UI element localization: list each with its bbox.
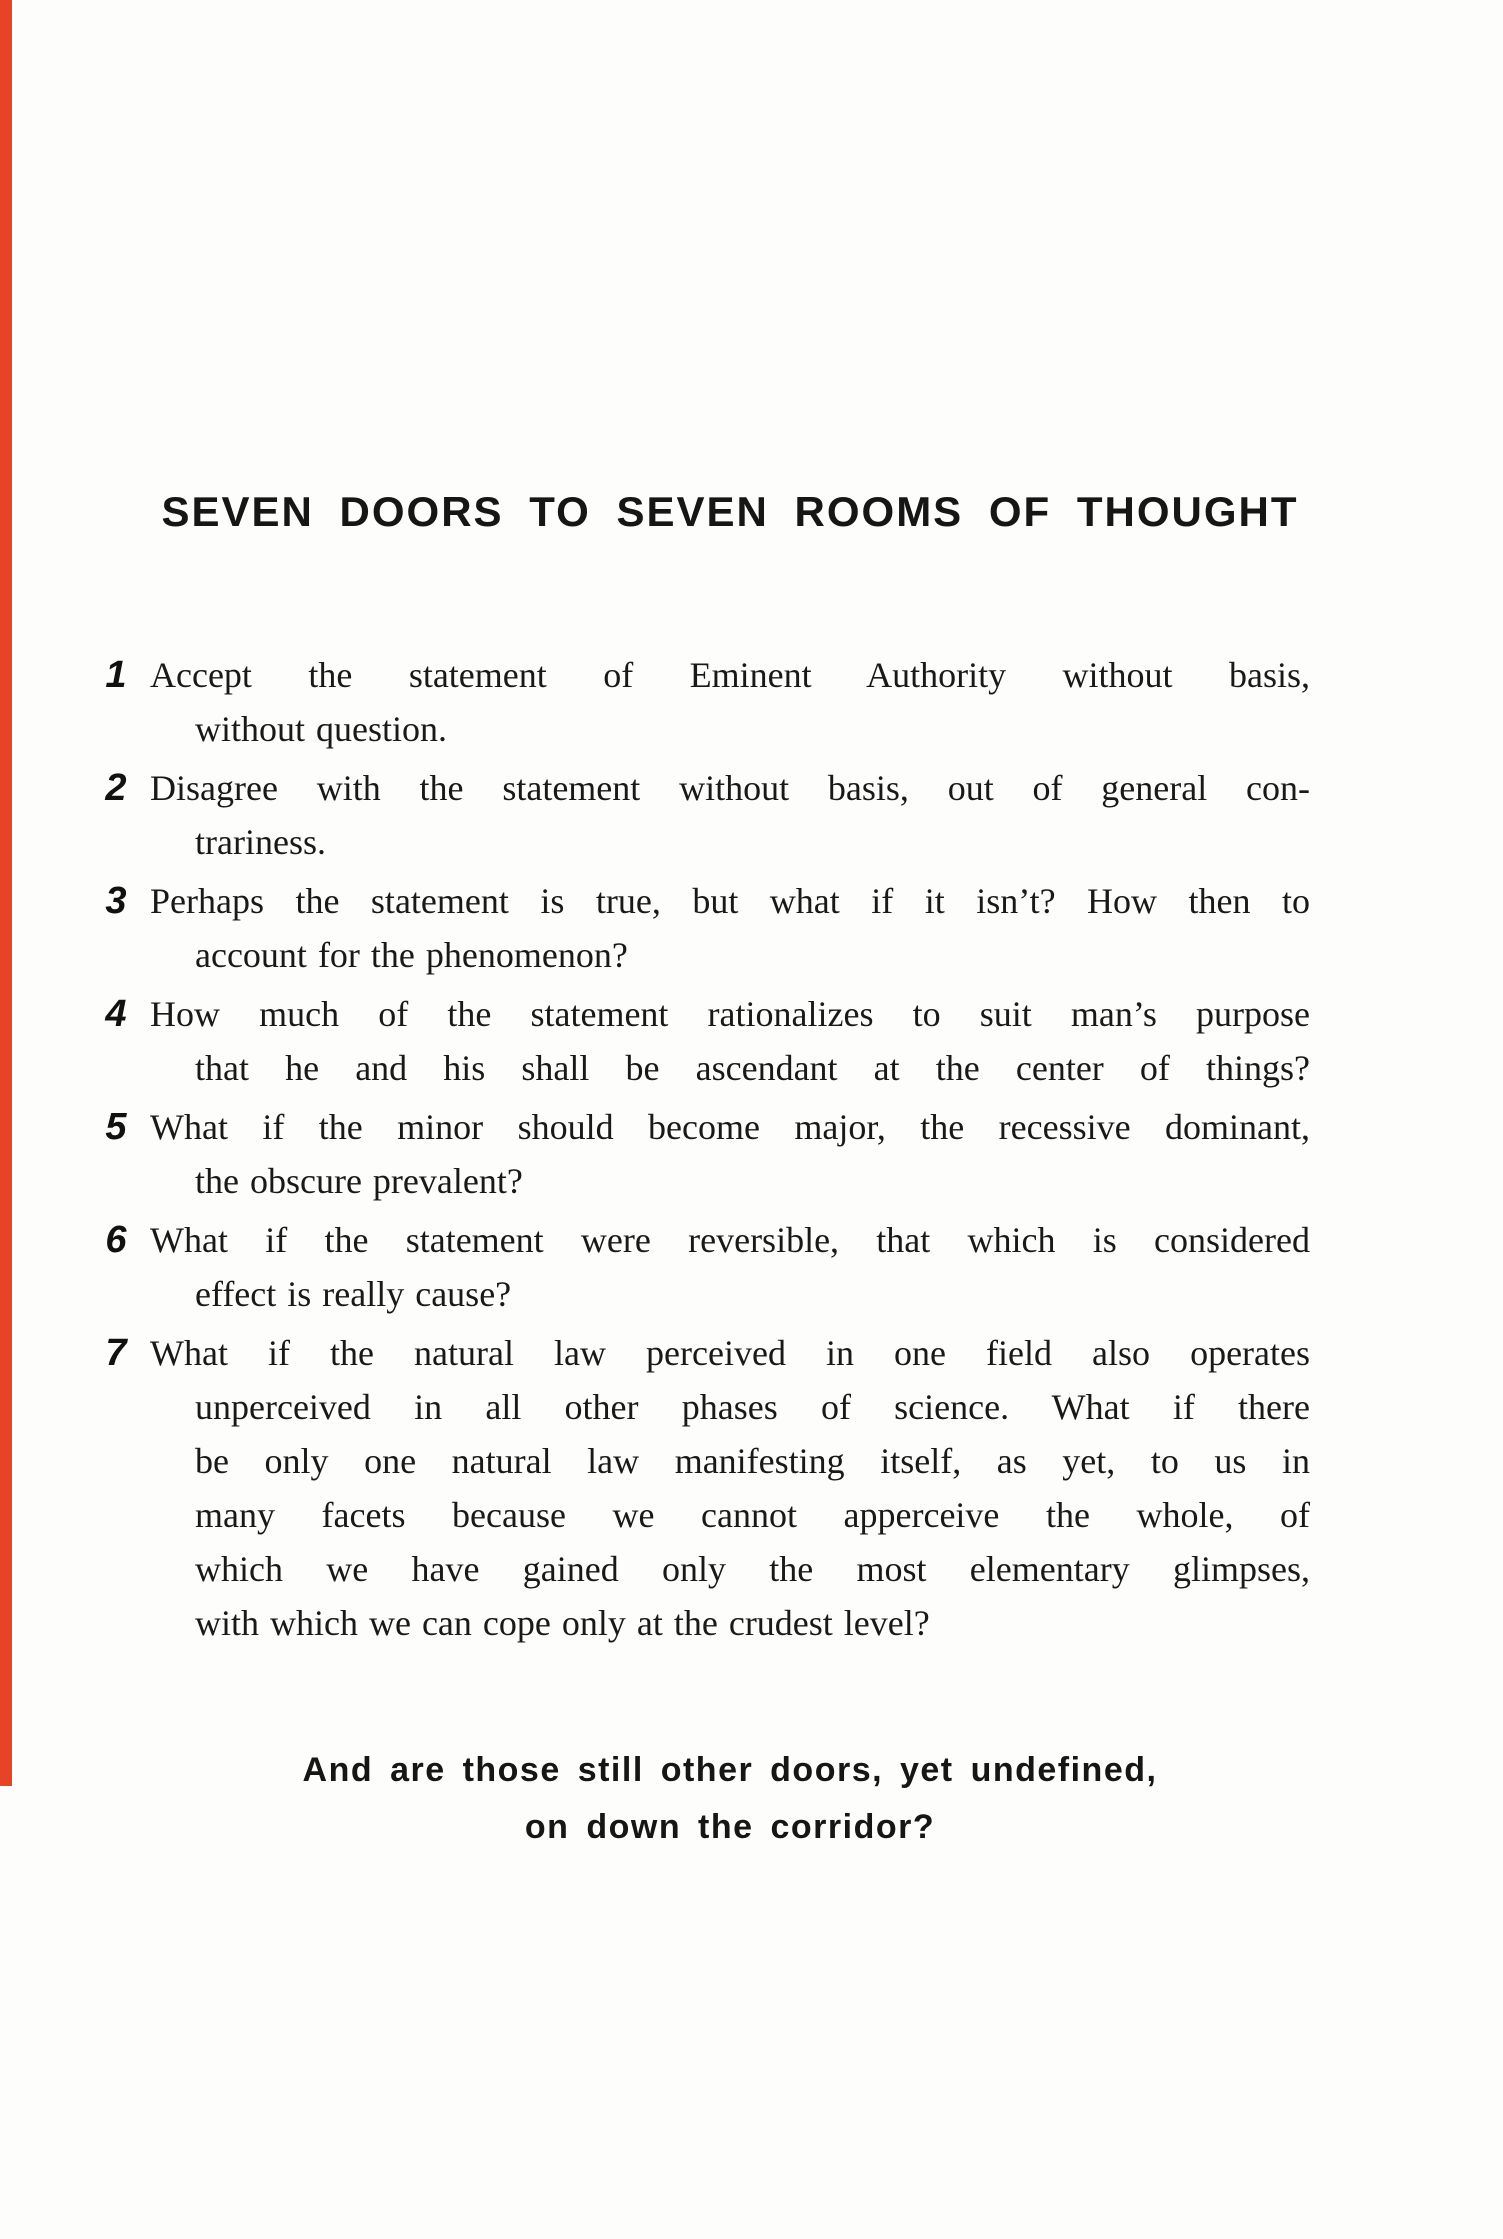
item-line: that he and his shall be ascendant at the center of things? <box>195 1048 1310 1088</box>
item-line: with which we can cope only at the crudest level? <box>195 1603 930 1643</box>
item-line: How much of the statement rationalizes to suit man’s purpose <box>150 994 1310 1034</box>
thought-doors-list <box>105 648 1310 1650</box>
list-item <box>105 987 1310 1095</box>
item-number: 5 <box>105 1106 127 1148</box>
item-number: 2 <box>105 767 127 809</box>
list-item <box>105 761 1310 869</box>
item-line: trariness. <box>195 822 326 862</box>
list-item <box>105 874 1310 982</box>
item-line: Perhaps the statement is true, but what if it isn’t? How then to <box>150 881 1310 921</box>
item-line: effect is really cause? <box>195 1274 512 1314</box>
page-title: SEVEN DOORS TO SEVEN ROOMS OF THOUGHT <box>161 488 1299 535</box>
page-edge-stain <box>0 0 12 1786</box>
item-line: Disagree with the statement without basis, out of general con- <box>150 768 1310 808</box>
item-line: without question. <box>195 709 447 749</box>
list-item <box>105 1213 1310 1321</box>
item-number: 3 <box>105 880 127 922</box>
closing-line: And are those still other doors, yet undefined, <box>302 1751 1158 1789</box>
item-line: be only one natural law manifesting itself, as yet, to us in <box>195 1441 1310 1481</box>
item-line: which we have gained only the most elementary glimpses, <box>195 1549 1310 1589</box>
list-item <box>105 1100 1310 1208</box>
item-line: the obscure prevalent? <box>195 1161 523 1201</box>
item-number: 1 <box>105 654 127 696</box>
list-item <box>105 648 1310 756</box>
list-item <box>105 1326 1310 1650</box>
closing-line: on down the corridor? <box>524 1808 936 1846</box>
item-line: many facets because we cannot apperceive the whole, of <box>195 1495 1310 1535</box>
item-line: What if the statement were reversible, that which is considered <box>150 1220 1310 1260</box>
page-content <box>105 0 1310 1856</box>
item-line: unperceived in all other phases of science. What if there <box>195 1387 1310 1427</box>
item-number: 7 <box>105 1332 127 1374</box>
item-line: What if the minor should become major, the recessive dominant, <box>150 1107 1310 1147</box>
closing-note <box>150 1742 1310 1856</box>
item-number: 4 <box>105 993 127 1035</box>
item-line: account for the phenomenon? <box>195 935 628 975</box>
item-line: Accept the statement of Eminent Authority without basis, <box>150 655 1310 695</box>
item-number: 6 <box>105 1219 127 1261</box>
item-line: What if the natural law perceived in one field also operates <box>150 1333 1310 1373</box>
